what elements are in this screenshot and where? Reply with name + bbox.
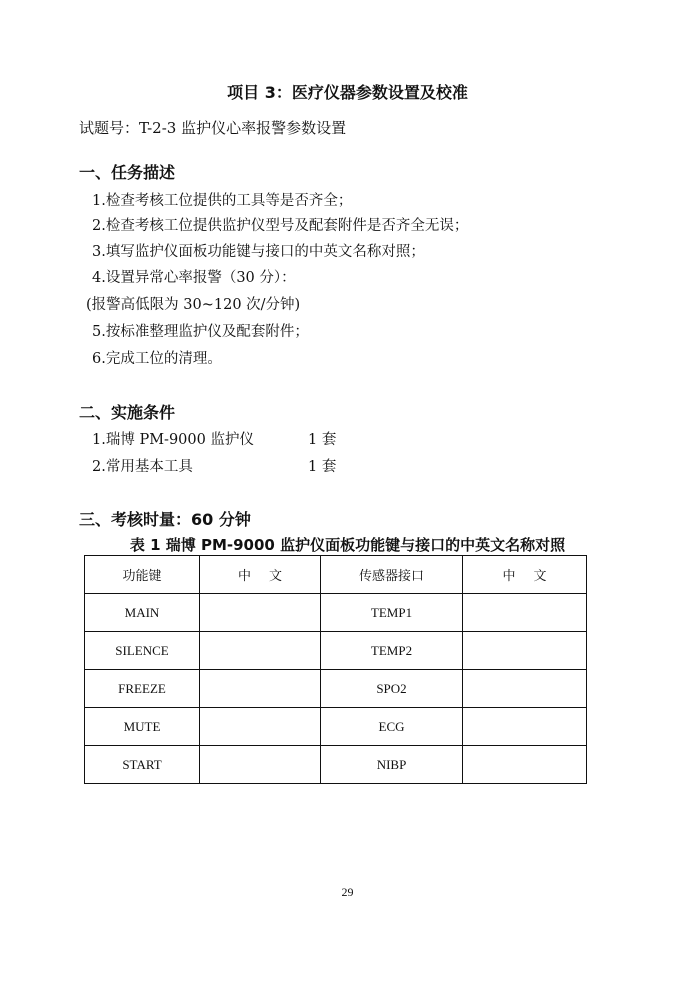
section2-heading: 二、实施条件 — [79, 403, 176, 422]
function-key-cell: MAIN — [85, 594, 200, 632]
chinese-answer-cell — [463, 632, 587, 670]
chinese-answer-cell — [463, 670, 587, 708]
task-item-note: (报警高低限为 30~120 次/分钟) — [86, 297, 301, 313]
chinese-answer-cell — [200, 670, 321, 708]
question-code: T-2-3 监护仪心率报警参数设置 — [139, 119, 347, 137]
task-item: 2.检查考核工位提供监护仪型号及配套附件是否齐全无误； — [92, 218, 469, 234]
condition-item-qty: 1 套 — [308, 432, 337, 448]
table-header-row — [85, 556, 587, 594]
table-row — [85, 594, 587, 632]
header-chinese: 中文 — [200, 556, 321, 594]
condition-item-qty: 1 套 — [308, 459, 337, 475]
task-item: 6.完成工位的清理。 — [92, 351, 222, 367]
section1-heading: 一、任务描述 — [79, 163, 176, 182]
table-row — [85, 708, 587, 746]
chinese-answer-cell — [463, 708, 587, 746]
function-key-cell: FREEZE — [85, 670, 200, 708]
function-key-cell: MUTE — [85, 708, 200, 746]
sensor-port-cell: TEMP1 — [321, 594, 463, 632]
table-row — [85, 632, 587, 670]
header-function-key: 功能键 — [85, 556, 200, 594]
task-item: 5.按标准整理监护仪及配套附件； — [92, 324, 309, 340]
function-key-cell: SILENCE — [85, 632, 200, 670]
table-row — [85, 670, 587, 708]
page-number: 29 — [341, 885, 354, 899]
function-key-cell: START — [85, 746, 200, 784]
table-caption: 表 1 瑞博 PM-9000 监护仪面板功能键与接口的中英文名称对照 — [129, 536, 566, 554]
section3-heading: 三、考核时量：60 分钟 — [79, 510, 251, 529]
question-id — [79, 117, 346, 138]
sensor-port-cell: SPO2 — [321, 670, 463, 708]
task-item: 1.检查考核工位提供的工具等是否齐全； — [92, 193, 353, 209]
task-item: 4.设置异常心率报警（30 分）： — [92, 270, 296, 286]
page-title: 项目 3：医疗仪器参数设置及校准 — [227, 83, 468, 102]
task-item: 3.填写监护仪面板功能键与接口的中英文名称对照； — [92, 244, 425, 260]
chinese-answer-cell — [200, 746, 321, 784]
header-chinese: 中文 — [463, 556, 587, 594]
name-comparison-table — [84, 555, 587, 784]
chinese-answer-cell — [200, 632, 321, 670]
question-label: 试题号： — [79, 119, 140, 137]
chinese-answer-cell — [463, 746, 587, 784]
condition-item-name: 1.瑞博 PM-9000 监护仪 — [92, 432, 254, 448]
condition-item-name: 2.常用基本工具 — [92, 459, 193, 475]
header-sensor-port: 传感器接口 — [321, 556, 463, 594]
table-row — [85, 746, 587, 784]
sensor-port-cell: TEMP2 — [321, 632, 463, 670]
chinese-answer-cell — [200, 708, 321, 746]
sensor-port-cell: NIBP — [321, 746, 463, 784]
sensor-port-cell: ECG — [321, 708, 463, 746]
chinese-answer-cell — [200, 594, 321, 632]
chinese-answer-cell — [463, 594, 587, 632]
